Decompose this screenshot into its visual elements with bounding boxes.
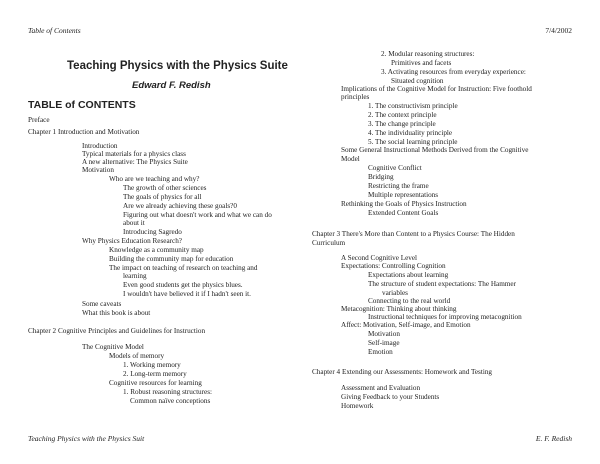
- toc-entry: Why Physics Education Research?: [82, 237, 182, 245]
- toc-chapter: Chapter 2 Cognitive Principles and Guidelines for Instruction: [28, 327, 206, 335]
- toc-entry: learning: [123, 272, 147, 280]
- toc-entry: Knowledge as a community map: [109, 246, 204, 254]
- toc-entry: 3. The change principle: [368, 120, 436, 128]
- toc-entry: Building the community map for education: [109, 255, 234, 263]
- toc-chapter: Curriculum: [312, 239, 346, 247]
- toc-heading: TABLE of CONTENTS: [28, 99, 136, 111]
- toc-entry: Introducing Sagredo: [123, 228, 182, 236]
- toc-entry: Affect: Motivation, Self-image, and Emotion: [341, 321, 471, 329]
- toc-entry: Giving Feedback to your Students: [341, 393, 440, 401]
- toc-chapter: Chapter 3 There's More than Content to a Physics Course: The Hidden: [312, 230, 515, 238]
- header-date: 7/4/2002: [545, 26, 572, 35]
- toc-entry: Models of memory: [109, 352, 165, 360]
- toc-entry: principles: [341, 93, 370, 101]
- toc-entry: Cognitive resources for learning: [109, 379, 202, 387]
- toc-entry: Are we already achieving these goals?0: [123, 202, 237, 210]
- toc-entry: Some caveats: [82, 300, 122, 308]
- toc-entry: Rethinking the Goals of Physics Instruction: [341, 200, 467, 208]
- toc-entry: 1. The constructivism principle: [368, 102, 458, 110]
- toc-entry: 3. Activating resources from everyday experience:: [381, 68, 526, 76]
- toc-entry: The structure of student expectations: The Hammer: [368, 280, 516, 288]
- toc-entry: about it: [123, 219, 145, 227]
- toc-entry: Emotion: [368, 348, 393, 356]
- toc-entry: A Second Cognitive Level: [341, 254, 418, 262]
- toc-entry: 2. The context principle: [368, 111, 437, 119]
- toc-entry: Motivation: [368, 330, 400, 338]
- toc-entry: I wouldn't have believed it if I hadn't seen it.: [123, 290, 251, 298]
- toc-entry: The growth of other sciences: [123, 184, 207, 192]
- toc-entry: Expectations about learning: [368, 271, 449, 279]
- author-name: Edward F. Redish: [132, 80, 211, 91]
- toc-entry: Even good students get the physics blues.: [123, 281, 243, 289]
- toc-entry: Figuring out what doesn't work and what we can do: [123, 211, 272, 219]
- toc-entry: 1. Working memory: [123, 361, 181, 369]
- toc-entry: Who are we teaching and why?: [109, 175, 200, 183]
- toc-entry: Some General Instructional Methods Derived from the Cognitive: [341, 146, 529, 154]
- toc-entry: Primitives and facets: [391, 59, 452, 67]
- toc-entry: Preface: [28, 116, 50, 124]
- toc-entry: Typical materials for a physics class: [82, 150, 186, 158]
- toc-entry: 4. The individuality principle: [368, 129, 453, 137]
- toc-chapter: Chapter 4 Extending our Assessments: Homework and Testing: [312, 368, 493, 376]
- toc-entry: Common naïve conceptions: [130, 397, 211, 405]
- toc-entry: What this book is about: [82, 309, 151, 317]
- toc-entry: Cognitive Conflict: [368, 164, 422, 172]
- toc-entry: Multiple representations: [368, 191, 439, 199]
- toc-entry: Model: [341, 155, 360, 163]
- toc-entry: 2. Long-term memory: [123, 370, 187, 378]
- toc-entry: Introduction: [82, 142, 118, 150]
- toc-entry: Homework: [341, 402, 374, 410]
- toc-entry: Situated cognition: [391, 77, 444, 85]
- toc-entry: variables: [382, 289, 408, 297]
- footer-right: E. F. Redish: [535, 434, 572, 443]
- toc-entry: Implications of the Cognitive Model for Instruction: Five foothold: [341, 85, 532, 93]
- toc-entry: 1. Robust reasoning structures:: [123, 388, 213, 396]
- toc-entry: Bridging: [368, 173, 394, 181]
- toc-entry: Metacognition: Thinking about thinking: [341, 305, 457, 313]
- toc-entry: 2. Modular reasoning structures:: [381, 50, 475, 58]
- footer-left: Teaching Physics with the Physics Suit: [28, 434, 145, 443]
- toc-entry: Instructional techniques for improving metacognition: [368, 313, 522, 321]
- toc-entry: 5. The social learning principle: [368, 138, 458, 146]
- toc-entry: The impact on teaching of research on teaching and: [109, 264, 258, 272]
- toc-entry: Motivation: [82, 166, 114, 174]
- toc-entry: Extended Content Goals: [368, 209, 439, 217]
- toc-entry: A new alternative: The Physics Suite: [82, 158, 188, 166]
- toc-chapter: Chapter 1 Introduction and Motivation: [28, 128, 140, 136]
- header-left: Table of Contents: [28, 26, 81, 35]
- toc-entry: The Cognitive Model: [82, 343, 144, 351]
- toc-entry: Restricting the frame: [368, 182, 429, 190]
- toc-entry: Expectations: Controlling Cognition: [341, 262, 446, 270]
- toc-entry: Assessment and Evaluation: [341, 384, 421, 392]
- page-title: Teaching Physics with the Physics Suite: [67, 60, 288, 72]
- toc-entry: The goals of physics for all: [123, 193, 202, 201]
- toc-entry: Self-image: [368, 339, 400, 347]
- toc-entry: Connecting to the real world: [368, 297, 451, 305]
